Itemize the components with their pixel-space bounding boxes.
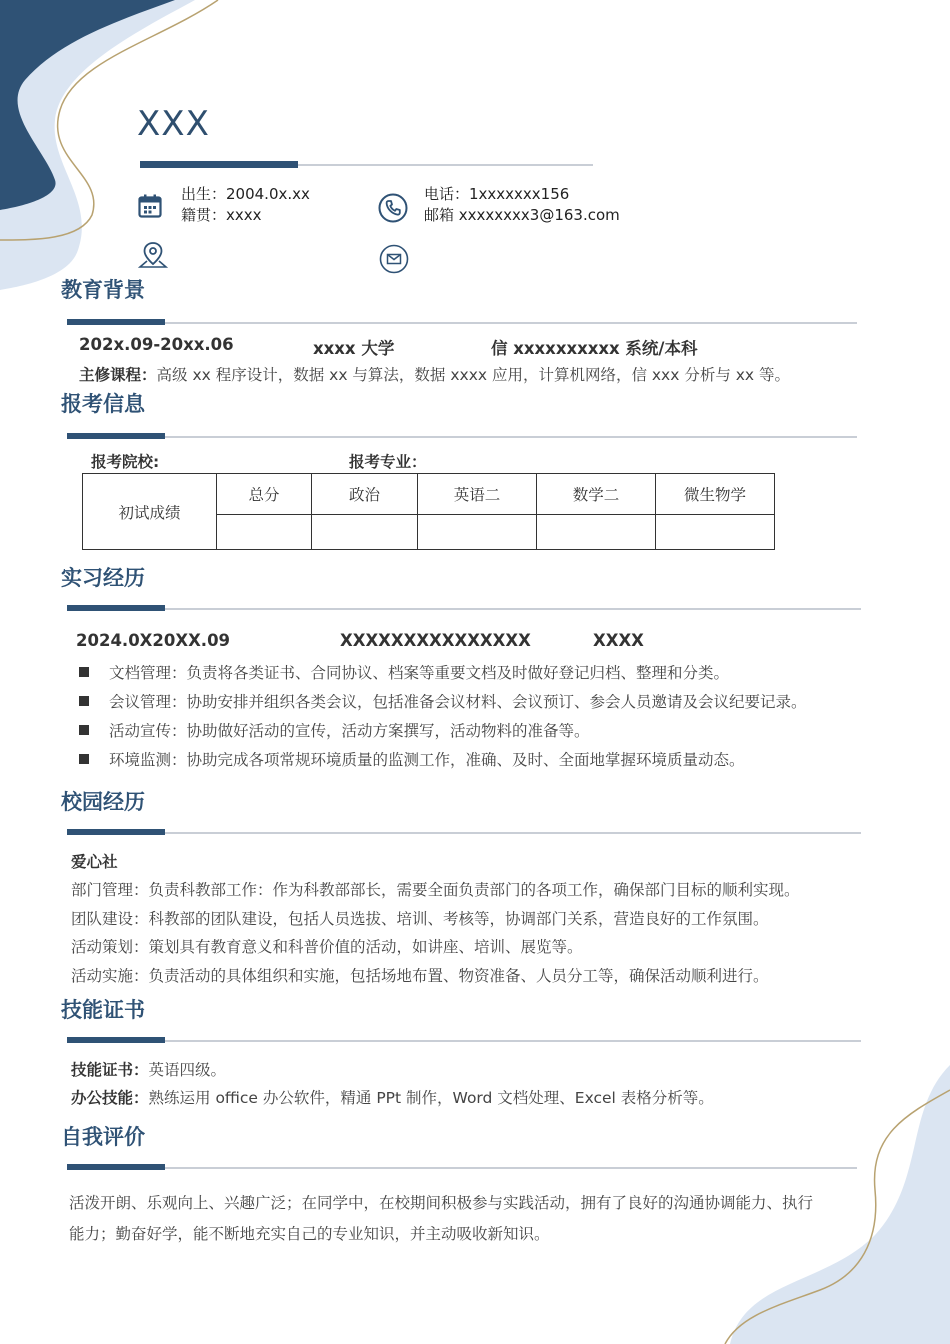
location-icon <box>138 240 168 270</box>
self-line <box>67 1164 165 1170</box>
bullet-icon <box>79 725 89 735</box>
education-courses <box>79 363 790 385</box>
name-underline-light <box>298 164 593 166</box>
exam-school-label: 报考院校: <box>91 453 160 471</box>
list-item: 团队建设：科教部的团队建设，包括人员选拔、培训、考核等，协调部门关系，营造良好的工作氛围。 <box>71 910 769 928</box>
self-line-light <box>165 1167 857 1169</box>
birth-info: 出生：2004.0x.xx <box>181 185 310 203</box>
score-cell <box>537 515 656 550</box>
mail-icon <box>379 244 409 274</box>
score-col-header: 政治 <box>312 474 418 515</box>
education-line <box>67 319 165 325</box>
campus-title: 校园经历 <box>61 790 145 814</box>
list-item: 活动宣传：协助做好活动的宣传，活动方案撰写，活动物料的准备等。 <box>79 719 590 741</box>
email-info: 邮箱 xxxxxxxx3@163.com <box>424 206 620 224</box>
exam-line-light <box>165 436 857 438</box>
exam-line <box>67 433 165 439</box>
education-major: 信 xxxxxxxxxx 系统/本科 <box>491 339 698 358</box>
score-col-header: 微生物学 <box>656 474 775 515</box>
score-cell <box>656 515 775 550</box>
internship-line <box>67 605 165 611</box>
skills-line-light <box>165 1040 861 1042</box>
list-item: 活动策划：策划具有教育意义和科普价值的活动，如讲座、培训、展览等。 <box>71 938 583 956</box>
score-cell <box>217 515 312 550</box>
score-col-header: 总分 <box>217 474 312 515</box>
education-title: 教育背景 <box>61 278 145 302</box>
bullet-icon <box>79 667 89 677</box>
skills-title: 技能证书 <box>61 998 145 1022</box>
score-col-header: 数学二 <box>537 474 656 515</box>
list-item: 环境监测：协助完成各项常规环境质量的监测工作，准确、及时、全面地掌握环境质量动态。 <box>79 748 745 770</box>
courses-value: 高级 xx 程序设计，数据 xx 与算法，数据 xxxx 应用，计算机网络，信 xxx 分析与 xx 等。 <box>156 366 791 384</box>
education-school: xxxx 大学 <box>313 339 395 358</box>
education-period: 202x.09-20xx.06 <box>79 335 234 354</box>
hometown-info: 籍贯：xxxx <box>181 206 262 224</box>
list-item: 文档管理：负责将各类证书、合同协议、档案等重要文档及时做好登记归档、整理和分类。 <box>79 661 729 683</box>
campus-line-light <box>165 832 861 834</box>
bullet-icon <box>79 696 89 706</box>
internship-line-light <box>165 608 861 610</box>
score-cell <box>312 515 418 550</box>
skills-cert: 技能证书：英语四级。 <box>71 1061 227 1079</box>
self-evaluation-line: 活泼开朗、乐观向上、兴趣广泛；在同学中，在校期间积极参与实践活动，拥有了良好的沟通协调能力、执行 <box>69 1194 814 1212</box>
courses-label: 主修课程： <box>79 366 157 384</box>
candidate-name: XXX <box>137 104 210 144</box>
phone-info: 电话：1xxxxxxx156 <box>424 185 570 203</box>
internship-period: 2024.0X20XX.09 <box>76 631 231 650</box>
internship-company: XXXXXXXXXXXXXXX <box>340 631 531 650</box>
list-item: 活动实施：负责活动的具体组织和实施，包括场地布置、物资准备、人员分工等，确保活动顺利进行。 <box>71 967 769 985</box>
score-col-header: 英语二 <box>418 474 537 515</box>
exam-score-table <box>82 473 775 550</box>
score-row-label: 初试成绩 <box>83 474 217 550</box>
self-evaluation-line: 能力；勤奋好学，能不断地充实自己的专业知识，并主动吸收新知识。 <box>69 1225 550 1243</box>
name-underline <box>140 161 298 168</box>
exam-major-label: 报考专业： <box>349 453 427 471</box>
skills-office: 办公技能：熟练运用 office 办公软件，精通 PPt 制作，Word 文档处理、Excel 表格分析等。 <box>71 1089 714 1107</box>
skills-line <box>67 1037 165 1043</box>
self-title: 自我评价 <box>61 1125 145 1149</box>
campus-line <box>67 829 165 835</box>
campus-org: 爱心社 <box>71 853 118 871</box>
internship-role: XXXX <box>593 631 644 650</box>
exam-title: 报考信息 <box>61 392 145 416</box>
bullet-icon <box>79 754 89 764</box>
list-item: 部门管理：负责科教部工作：作为科教部部长，需要全面负责部门的各项工作，确保部门目标的顺利实现。 <box>71 881 800 899</box>
phone-icon <box>378 193 408 223</box>
calendar-icon <box>138 194 162 218</box>
list-item: 会议管理：协助安排并组织各类会议，包括准备会议材料、会议预订、参会人员邀请及会议纪要记录。 <box>79 690 807 712</box>
education-line-light <box>165 322 857 324</box>
score-cell <box>418 515 537 550</box>
internship-title: 实习经历 <box>61 566 145 590</box>
